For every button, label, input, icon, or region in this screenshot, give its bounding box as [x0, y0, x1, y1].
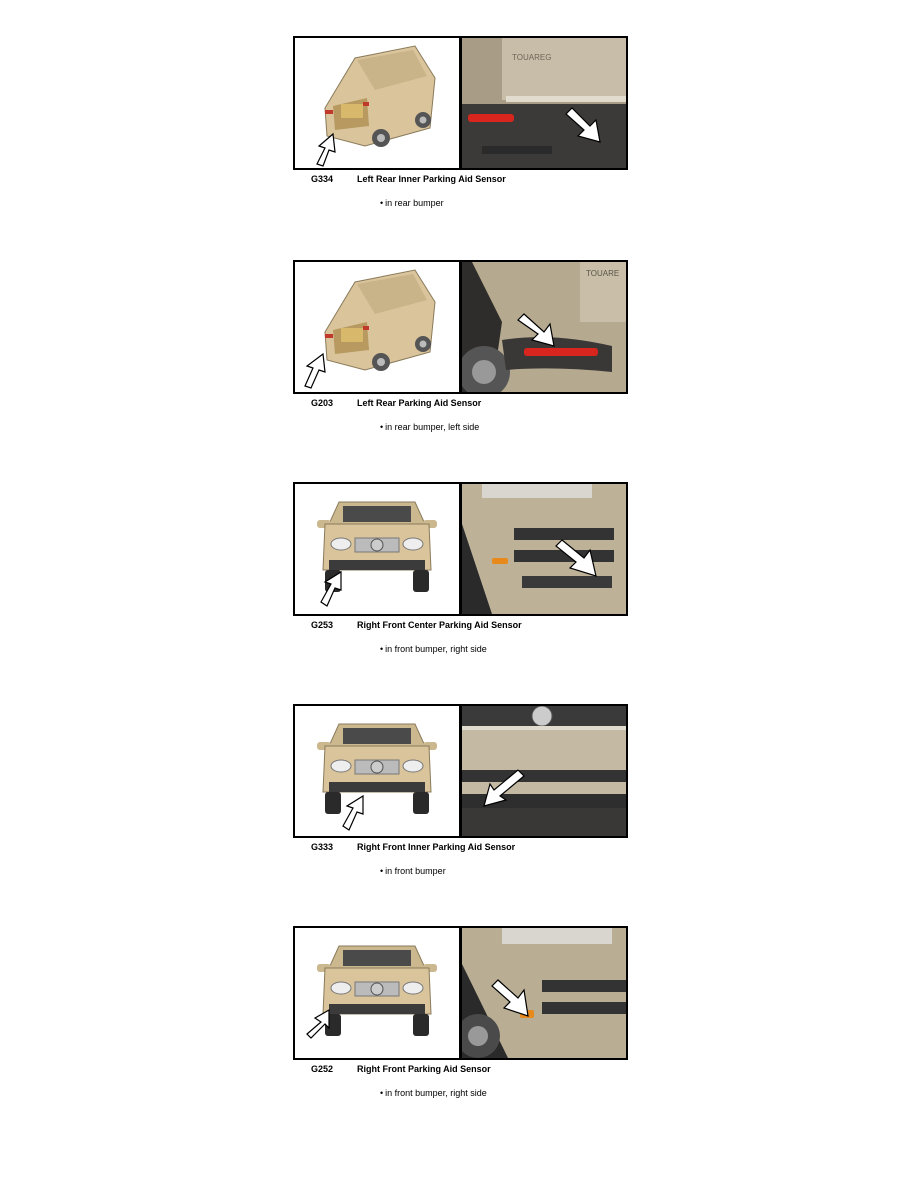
component-photo	[460, 482, 628, 616]
vehicle-location-diagram	[293, 260, 461, 394]
sensor-entry-g203	[0, 260, 918, 460]
component-title: Right Front Center Parking Aid Sensor	[357, 620, 522, 630]
location-note	[380, 1088, 487, 1098]
vehicle-location-diagram	[293, 926, 461, 1060]
location-note	[380, 422, 479, 432]
location-arrow-icon	[317, 134, 335, 166]
bullet-icon: •	[380, 866, 384, 876]
location-note-text: in rear bumper	[385, 198, 444, 208]
location-note-text: in front bumper	[385, 866, 446, 876]
photo-badge-text: TOUARE	[586, 269, 620, 278]
component-title: Left Rear Parking Aid Sensor	[357, 398, 482, 408]
component-code: G252	[311, 1064, 334, 1074]
bullet-icon: •	[380, 422, 384, 432]
vehicle-location-diagram	[293, 36, 461, 170]
car-rear-iso-illustration	[325, 270, 435, 371]
vehicle-location-diagram	[293, 482, 461, 616]
location-note	[380, 644, 487, 654]
vehicle-location-diagram	[293, 704, 461, 838]
component-photo	[460, 704, 628, 838]
location-note	[380, 866, 446, 876]
component-code: G334	[311, 174, 334, 184]
bullet-icon: •	[380, 644, 384, 654]
component-code: G333	[311, 842, 334, 852]
bullet-icon: •	[380, 1088, 384, 1098]
car-front-illustration	[317, 946, 437, 1036]
sensor-entry-g253	[0, 482, 918, 682]
component-photo	[460, 926, 628, 1060]
component-photo	[460, 36, 628, 170]
component-photo	[460, 260, 628, 394]
location-arrow-icon	[343, 796, 363, 830]
location-note-text: in front bumper, right side	[385, 1088, 487, 1098]
sensor-entry-g252	[0, 926, 918, 1126]
sensor-entry-g334	[0, 36, 918, 236]
car-front-illustration	[317, 724, 437, 814]
location-arrow-icon	[305, 354, 325, 388]
component-code: G253	[311, 620, 334, 630]
photo-badge-text: TOUAREG	[512, 53, 552, 62]
component-title: Right Front Inner Parking Aid Sensor	[357, 842, 516, 852]
car-rear-iso-illustration	[325, 46, 435, 147]
sensor-entry-g333	[0, 704, 918, 904]
location-note-text: in rear bumper, left side	[385, 422, 480, 432]
component-code: G203	[311, 398, 334, 408]
component-title: Left Rear Inner Parking Aid Sensor	[357, 174, 506, 184]
bullet-icon: •	[380, 198, 384, 208]
location-note	[380, 198, 444, 208]
location-note-text: in front bumper, right side	[385, 644, 487, 654]
component-title: Right Front Parking Aid Sensor	[357, 1064, 491, 1074]
